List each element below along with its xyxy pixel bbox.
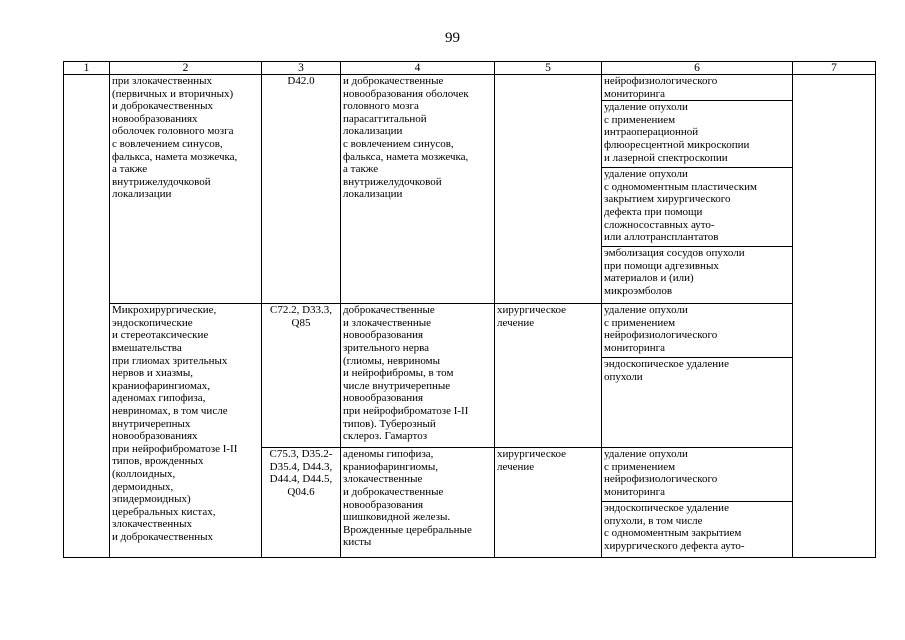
col7-cell	[793, 75, 876, 558]
column-number-7: 7	[793, 62, 876, 75]
treatment-type-cell	[495, 75, 602, 304]
column-number-5: 5	[495, 62, 602, 75]
treatment-type-cell: хирургическое лечение	[495, 448, 602, 558]
icd-code-cell: C72.2, D33.3, Q85	[262, 304, 341, 448]
icd-code-cell: C75.3, D35.2- D35.4, D44.3, D44.4, D44.5, Q04.6	[262, 448, 341, 558]
column-number-1: 1	[64, 62, 110, 75]
method-cell: эндоскопическое удаление опухоли	[602, 358, 793, 448]
model-cell: и доброкачественные новообразования оболочек головного мозга парасаггитальной локализации с вовлечением синусов, фалькса, намета мозжечка, а также внутрижелудочковой локализации	[341, 75, 495, 304]
column-number-6: 6	[602, 62, 793, 75]
method-cell: удаление опухоли с одномоментным пластическим закрытием хирургического дефекта при помощи сложносоставных ауто- или аллотрансплантатов	[602, 168, 793, 247]
method-cell: эмболизация сосудов опухоли при помощи адгезивных материалов и (или) микроэмболов	[602, 247, 793, 304]
model-cell: аденомы гипофиза, краниофарингиомы, злокачественные и доброкачественные новообразования шишковидной железы. Врожденные церебральные кисты	[341, 448, 495, 558]
method-cell: эндоскопическое удаление опухоли, в том числе с одномоментным закрытием хирургического дефекта ауто-	[602, 502, 793, 558]
table-row	[64, 304, 876, 358]
method-cell: удаление опухоли с применением нейрофизиологического мониторинга	[602, 304, 793, 358]
col1-cell	[64, 75, 110, 558]
icd-code-cell: D42.0	[262, 75, 341, 304]
procedures-table	[63, 61, 876, 558]
table-row	[64, 75, 876, 101]
column-number-4: 4	[341, 62, 495, 75]
method-cell: удаление опухоли с применением нейрофизиологического мониторинга	[602, 448, 793, 502]
method-cell: удаление опухоли с применением интраоперационной флюоресцентной микроскопии и лазерной спектроскопии	[602, 101, 793, 168]
condition-cell: Микрохирургические, эндоскопические и стереотаксические вмешательства при глиомах зрительных нервов и хиазмы, краниофарингиомах, аденомах гипофиза, невриномах, в том числе внутричерепных новообразованиях при нейрофиброматозе I-II типов, врожденных (коллоидных, дермоидных, эпидермоидных) церебральных кистах, злокачественных и доброкачественных	[110, 304, 262, 558]
column-number-header-row	[64, 62, 876, 75]
column-number-2: 2	[110, 62, 262, 75]
page-number: 99	[445, 30, 460, 46]
column-number-3: 3	[262, 62, 341, 75]
model-cell: доброкачественные и злокачественные новообразования зрительного нерва (глиомы, невриномы и нейрофибромы, в том числе внутричерепные новообразования при нейрофиброматозе I-II типов). Туберозный склероз. Гамартоз	[341, 304, 495, 448]
treatment-type-cell: хирургическое лечение	[495, 304, 602, 448]
method-cell: нейрофизиологического мониторинга	[602, 75, 793, 101]
condition-cell: при злокачественных (первичных и вторичных) и доброкачественных новообразованиях оболочек головного мозга с вовлечением синусов, фалькса, намета мозжечка, а также внутрижелудочковой локализации	[110, 75, 262, 304]
